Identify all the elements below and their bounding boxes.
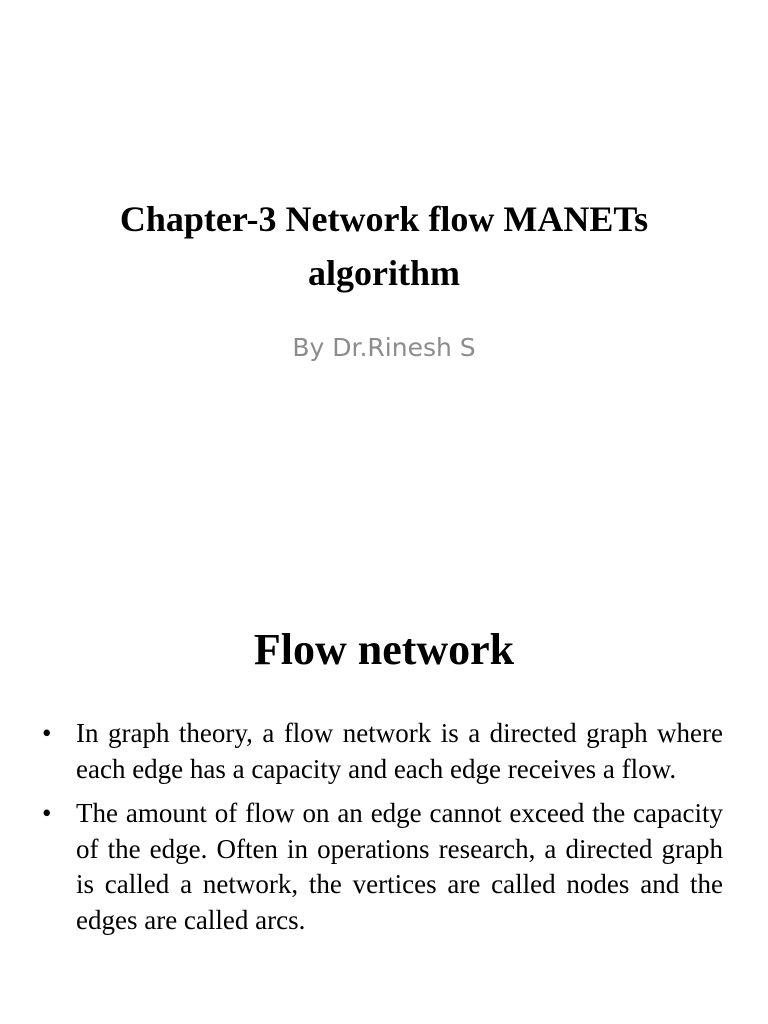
bullet-item: [42, 796, 723, 938]
bullet-text: In graph theory, a flow network is a directed graph where each edge has a capacity and each edge receives a flow.: [76, 718, 723, 784]
slide-title-heading: Chapter-3 Network flow MANETs algorithm: [119, 199, 649, 293]
bullet-icon: •: [42, 798, 52, 828]
bullet-text: The amount of flow on an edge cannot exceed the capacity of the edge. Often in operations research, a directed graph is called a network, the vertices are called nodes and the edges are called arcs.: [76, 798, 723, 935]
bullet-list: [42, 716, 723, 947]
bullet-icon: •: [42, 718, 52, 748]
bullet-item: [42, 716, 723, 787]
slide-author-subtitle: By Dr.Rinesh S: [292, 333, 476, 362]
slide-flow-network: [0, 576, 768, 1024]
slide-heading: Flow network: [253, 625, 515, 674]
